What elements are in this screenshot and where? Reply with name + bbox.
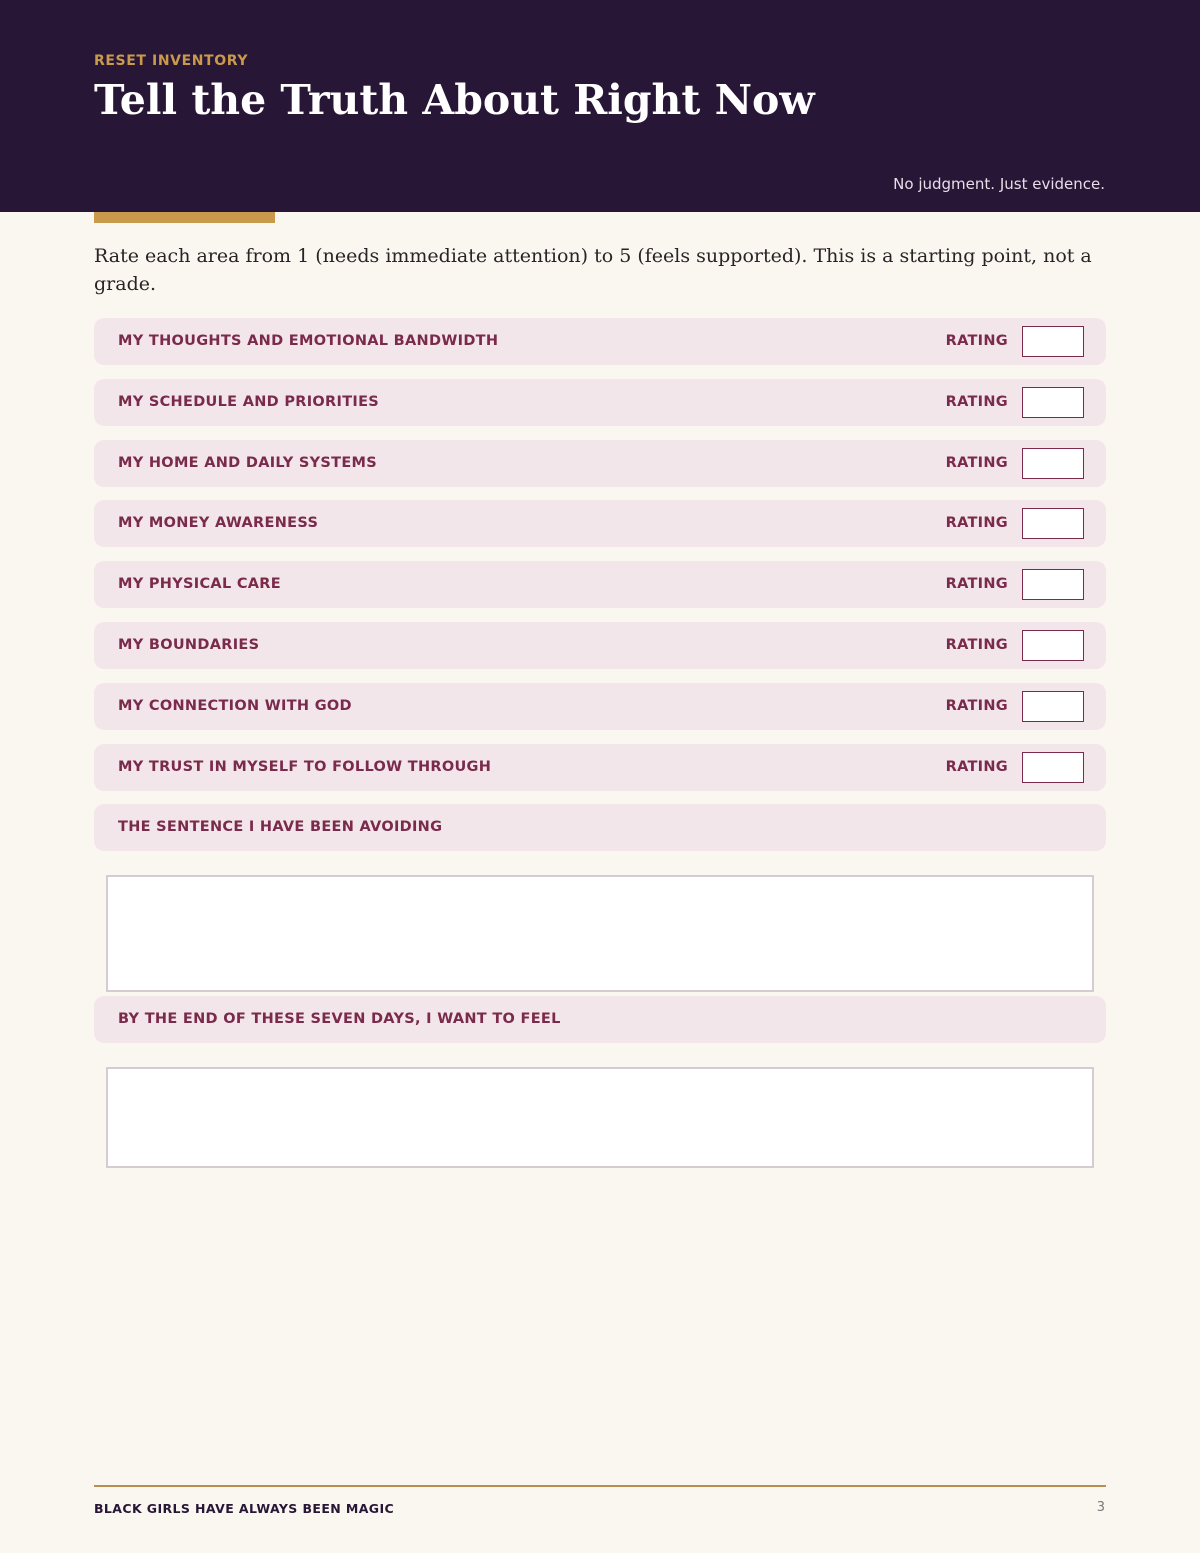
- feel-response-field[interactable]: [106, 1067, 1094, 1168]
- rating-label: RATING: [945, 637, 1008, 653]
- rating-row-thoughts: [94, 318, 1106, 365]
- rating-row-money: [94, 500, 1106, 547]
- rating-label: RATING: [945, 394, 1008, 410]
- rating-row-schedule: [94, 379, 1106, 426]
- rating-label: RATING: [945, 455, 1008, 471]
- prompt-header-avoiding: [94, 804, 1106, 851]
- header-tagline: No judgment. Just evidence.: [893, 175, 1105, 193]
- avoiding-response-field[interactable]: [106, 875, 1094, 992]
- area-label: MY MONEY AWARENESS: [118, 515, 319, 531]
- rating-input[interactable]: [1022, 691, 1084, 722]
- prompt-label: BY THE END OF THESE SEVEN DAYS, I WANT TO FEEL: [118, 1011, 561, 1027]
- area-label: MY SCHEDULE AND PRIORITIES: [118, 394, 380, 410]
- prompt-header-feel: [94, 996, 1106, 1043]
- rating-input[interactable]: [1022, 630, 1084, 661]
- rating-input[interactable]: [1022, 387, 1084, 418]
- rating-input[interactable]: [1022, 448, 1084, 479]
- rating-row-boundaries: [94, 622, 1106, 669]
- rating-label: RATING: [945, 759, 1008, 775]
- rating-row-trust: [94, 744, 1106, 791]
- area-label: MY TRUST IN MYSELF TO FOLLOW THROUGH: [118, 759, 492, 775]
- area-label: MY HOME AND DAILY SYSTEMS: [118, 455, 377, 471]
- rating-input[interactable]: [1022, 569, 1084, 600]
- rating-row-god: [94, 683, 1106, 730]
- rating-label: RATING: [945, 576, 1008, 592]
- accent-bar: [94, 212, 275, 223]
- footer-divider: [94, 1485, 1106, 1487]
- page-number: 3: [1096, 1500, 1105, 1515]
- area-label: MY THOUGHTS AND EMOTIONAL BANDWIDTH: [118, 333, 499, 349]
- section-eyebrow: RESET INVENTORY: [94, 53, 249, 69]
- area-label: MY PHYSICAL CARE: [118, 576, 281, 592]
- area-label: MY BOUNDARIES: [118, 637, 260, 653]
- rating-label: RATING: [945, 698, 1008, 714]
- page-header: [0, 0, 1200, 212]
- area-label: MY CONNECTION WITH GOD: [118, 698, 352, 714]
- intro-text: Rate each area from 1 (needs immediate attention) to 5 (feels supported). This is a starting point, not a grade.: [94, 245, 1092, 295]
- rating-label: RATING: [945, 515, 1008, 531]
- rating-row-home: [94, 440, 1106, 487]
- rating-input[interactable]: [1022, 752, 1084, 783]
- rating-label: RATING: [945, 333, 1008, 349]
- prompt-label: THE SENTENCE I HAVE BEEN AVOIDING: [118, 819, 443, 835]
- rating-input[interactable]: [1022, 508, 1084, 539]
- page-title: Tell the Truth About Right Now: [94, 76, 815, 124]
- rating-input[interactable]: [1022, 326, 1084, 357]
- rating-row-physical: [94, 561, 1106, 608]
- footer-brand: BLACK GIRLS HAVE ALWAYS BEEN MAGIC: [94, 1501, 395, 1516]
